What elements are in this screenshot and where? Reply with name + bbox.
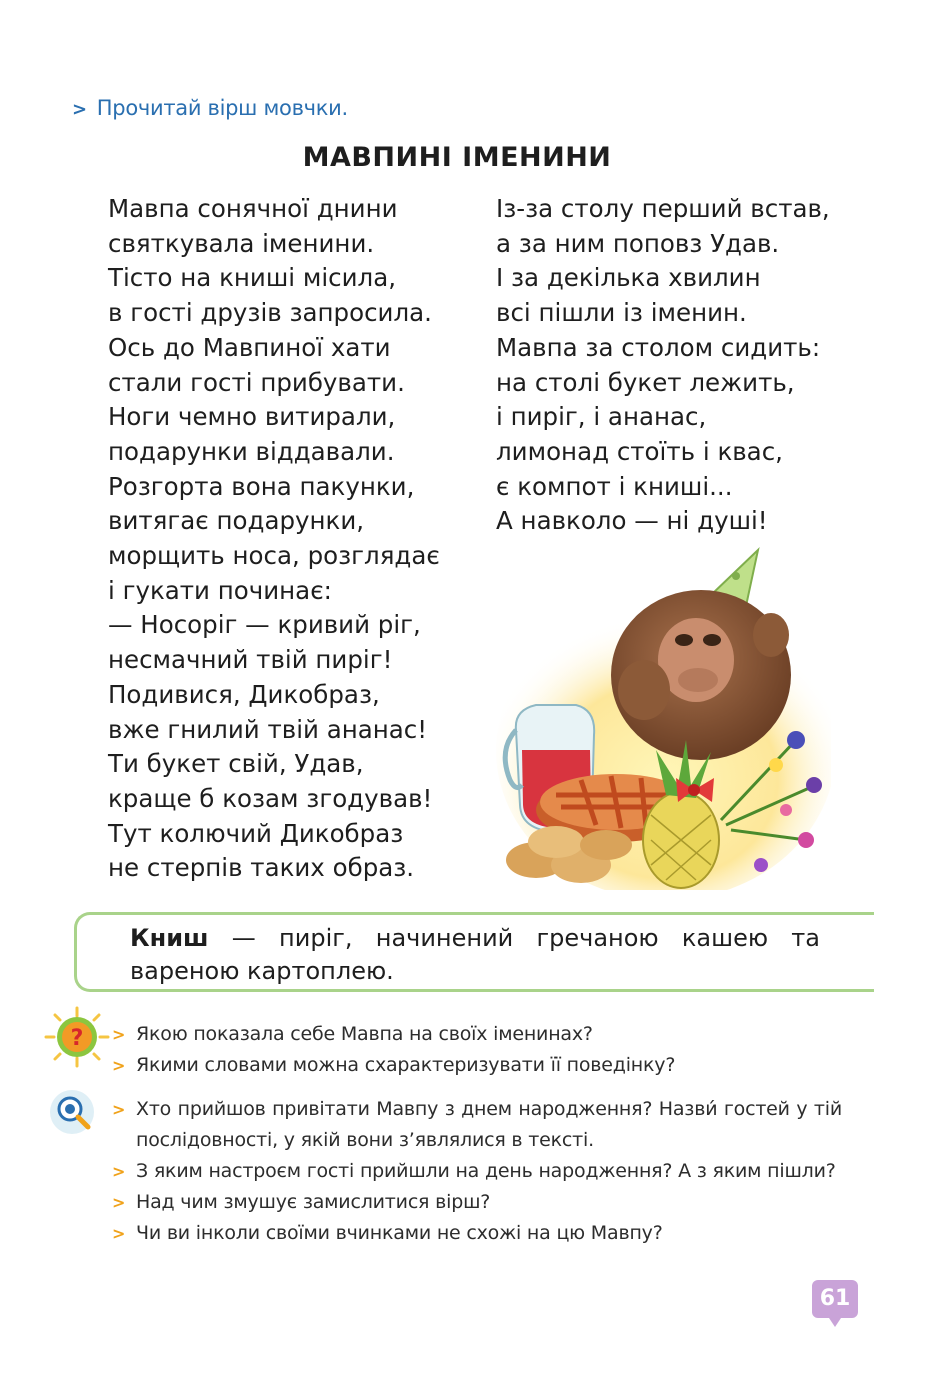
chevron-right-icon: > [112, 1056, 126, 1075]
page-number: 61 [812, 1280, 858, 1318]
poem-line: Розгорта вона пакунки, [108, 471, 415, 501]
poem-line: І за декілька хвилин [496, 263, 761, 293]
glossary-term: Книш [130, 924, 209, 952]
poem-line: Подивися, Дикобраз, [108, 679, 380, 709]
poem-line: і пиріг, і ананас, [496, 402, 707, 432]
question-text: Якою показала себе Мавпа на своїх іменинах? [136, 1023, 593, 1045]
poem-line: на столі букет лежить, [496, 367, 795, 397]
question-item [112, 1094, 842, 1156]
poem-line: вже гнилий твій ананас! [108, 714, 428, 744]
poem-line: Тісто на книші місила, [108, 263, 397, 293]
question-text: Чи ви інколи своїми вчинками не схожі на цю Мавпу? [136, 1222, 663, 1244]
poem-line: Ось до Мавпиної хати [108, 332, 391, 362]
chevron-right-icon: > [112, 1100, 126, 1119]
question-text: Якими словами можна схарактеризувати її поведінку? [136, 1054, 676, 1076]
glossary-definition: — пиріг, начинений гречаною кашею та вареною картоплею. [130, 924, 820, 985]
poem-line: — Носоріг — кривий ріг, [108, 610, 421, 640]
poem-line: стали гості прибувати. [108, 367, 405, 397]
poem-line: краще б козам згодував! [108, 783, 433, 813]
magnifier-eye-icon [46, 1088, 100, 1136]
poem-line: всі пішли із іменин. [496, 298, 747, 328]
question-item [112, 1187, 842, 1218]
chevron-right-icon: > [112, 1193, 126, 1212]
poem-line: є компот і книші... [496, 471, 733, 501]
monkey-birthday-illustration [496, 540, 831, 890]
chevron-right-icon: > [112, 1025, 126, 1044]
poem-line: Тут колючий Дикобраз [108, 818, 404, 848]
poem-title: МАВПИНІ ІМЕНИНИ [302, 142, 612, 173]
instruction-text: Прочитай вірш мовчки. [96, 96, 348, 120]
poem-line: Мавпа сонячної днини [108, 194, 398, 223]
question-text: Хто прийшов привітати Мавпу з днем народження? Назви́ гостей у тій послідовності, у якій вони з’являлися в тексті. [136, 1098, 842, 1151]
poem-right-column [496, 192, 830, 539]
poem-line: Ти букет свій, Удав, [108, 749, 364, 779]
poem-line: лимонад стоїть і квас, [496, 436, 783, 466]
poem-line: а за ним поповз Удав. [496, 228, 780, 258]
poem-line: святкувала іменини. [108, 228, 375, 258]
question-mark-sun-icon [44, 1006, 110, 1068]
poem-line: в гості друзів запросила. [108, 298, 432, 328]
svg-text:?: ? [70, 1026, 84, 1051]
chevron-right-icon: > [112, 1162, 126, 1181]
poem-line: Мавпа за столом сидить: [496, 332, 821, 362]
question-item [112, 1156, 842, 1187]
poem-line: Ноги чемно витирали, [108, 402, 396, 432]
question-text: Над чим змушує замислитися вірш? [136, 1191, 491, 1213]
poem-line: несмачний твій пиріг! [108, 645, 393, 675]
poem-line: і гукати починає: [108, 575, 332, 605]
poem-line: морщить носа, розглядає [108, 541, 440, 571]
poem-line: Із-за столу перший встав, [496, 194, 830, 223]
question-item [112, 1019, 842, 1050]
reading-instruction [72, 96, 348, 120]
poem-left-column [108, 192, 440, 886]
question-text: З яким настроєм гості прийшли на день народження? А з яким пішли? [136, 1160, 836, 1182]
poem-line: подарунки віддавали. [108, 436, 395, 466]
poem-line: не стерпів таких образ. [108, 853, 415, 883]
poem-line: витягає подарунки, [108, 506, 365, 536]
chevron-right-icon: > [72, 99, 87, 120]
chevron-right-icon: > [112, 1224, 126, 1243]
question-item [112, 1050, 842, 1081]
glossary-text [130, 922, 820, 988]
question-item [112, 1218, 842, 1249]
poem-line: А навколо — ні душі! [496, 506, 768, 536]
